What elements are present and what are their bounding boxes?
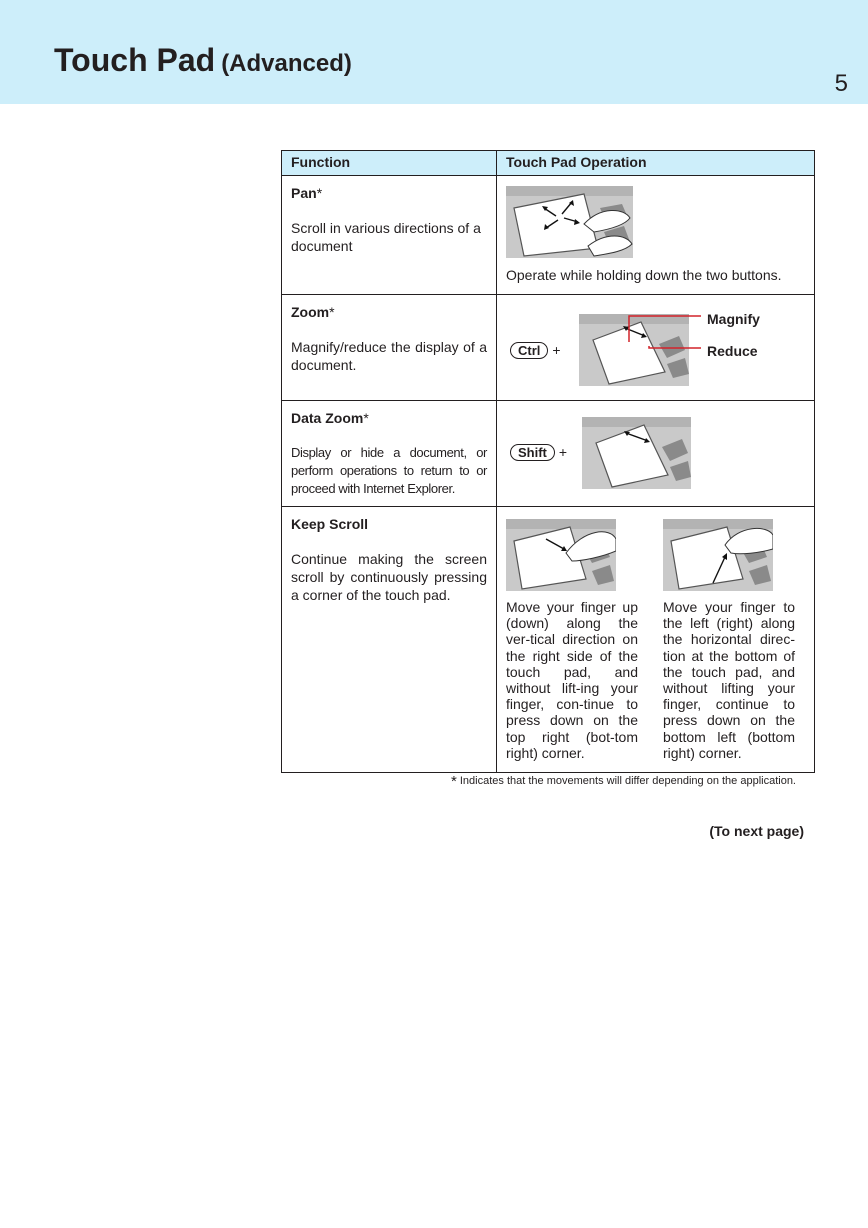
function-name: Data Zoom* [291,410,369,426]
title-main: Touch Pad [54,42,216,78]
footnote [451,773,796,790]
function-cell [282,401,497,507]
vertical-scroll-illustration [506,519,616,591]
function-name: Zoom* [291,304,335,320]
page-title [54,42,352,79]
function-cell [282,176,497,295]
reduce-label: Reduce [707,343,758,359]
table-row-pan [282,176,815,295]
header-operation: Touch Pad Operation [497,151,815,176]
operation-cell [497,176,815,295]
title-subtitle: (Advanced) [221,50,352,77]
page-header [0,0,868,104]
pan-gesture-illustration [506,186,633,258]
footnote-text: Indicates that the movements will differ depending on the application. [459,775,796,787]
touch-pad-table [281,150,815,773]
horizontal-scroll-illustration [663,519,773,591]
table-row-zoom [282,295,815,401]
operation-cell [497,401,815,507]
shift-key: Shift [510,444,555,461]
function-description: Magnify/reduce the display of a document. [291,339,487,373]
table-row-data-zoom [282,401,815,507]
ctrl-key: Ctrl [510,342,548,359]
plus-sign: + [552,342,561,358]
footnote-asterisk: * [451,773,457,790]
pan-instruction: Operate while holding down the two buttons. [506,267,782,283]
plus-sign: + [558,444,568,460]
operation-cell [497,295,815,401]
function-cell [282,295,497,401]
data-zoom-gesture-illustration [582,417,691,489]
magnify-label: Magnify [707,311,760,327]
next-page-link[interactable]: (To next page) [709,823,804,839]
function-description: Continue making the screen scroll by continuously pressing a corner of the touch pad. [291,551,487,603]
keep-scroll-vertical [506,519,638,761]
table-row-keep-scroll [282,507,815,773]
operation-cell [497,507,815,773]
function-cell [282,507,497,773]
table-header-row [282,151,815,176]
function-name: Pan* [291,185,323,201]
vertical-scroll-instruction: Move your finger up (down) along the ver-tical direction on the right side of the touch pad, and without lift-ing your finger, con-tinue to press down on the top right (bot-tom right) corner. [506,599,638,761]
horizontal-scroll-instruction: Move your finger to the left (right) along the horizontal direc-tion at the bottom of the touch pad, and without lifting your finger, continue to press down on the bottom left (bottom right) corner. [663,599,795,761]
header-function: Function [282,151,497,176]
function-description: Display or hide a document, or perform operations to return to or proceed with Internet Explorer. [291,445,487,496]
keep-scroll-horizontal [663,519,795,761]
function-name: Keep Scroll [291,516,369,532]
page-number: 5 [834,70,848,97]
function-description: Scroll in various directions of a document [291,220,481,254]
